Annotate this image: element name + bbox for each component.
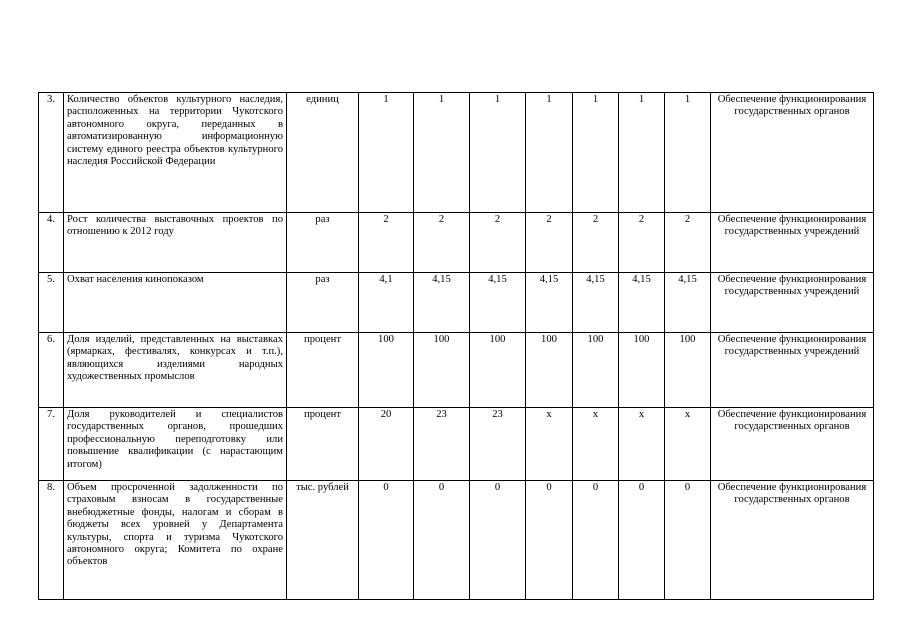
value-cell: 100 <box>526 333 573 408</box>
value-cell: 2 <box>573 213 619 273</box>
source-cell: Обеспечение функционирования государственных учреждений <box>711 273 874 333</box>
value-cell: 4,15 <box>470 273 526 333</box>
value-cell: 1 <box>526 93 573 213</box>
value-cell: 23 <box>414 408 470 481</box>
indicator-name: Доля руководителей и специалистов государственных органов, прошедших профессиональную переподготовку или повышение квалификации (с нарастающим итогом) <box>64 408 287 481</box>
value-cell: x <box>619 408 665 481</box>
source-cell: Обеспечение функционирования государственных органов <box>711 93 874 213</box>
source-cell: Обеспечение функционирования государственных учреждений <box>711 333 874 408</box>
value-cell: 0 <box>359 481 414 600</box>
source-cell: Обеспечение функционирования государственных органов <box>711 481 874 600</box>
indicator-name: Объем просроченной задолженности по страховым взносам в государственные внебюджетные фонды, налогам и сборам в бюджеты всех уровней у Департамента культуры, спорта и туризма Чукотского автономного округа; Комитета по охране объектов <box>64 481 287 600</box>
value-cell: 4,1 <box>359 273 414 333</box>
value-cell: 0 <box>526 481 573 600</box>
value-cell: x <box>573 408 619 481</box>
value-cell: 1 <box>665 93 711 213</box>
row-number: 4. <box>39 213 64 273</box>
indicator-name: Охват населения кинопоказом <box>64 273 287 333</box>
value-cell: 100 <box>573 333 619 408</box>
unit-cell: процент <box>287 333 359 408</box>
value-cell: 2 <box>526 213 573 273</box>
value-cell: 0 <box>665 481 711 600</box>
table-row <box>39 333 874 408</box>
value-cell: 0 <box>573 481 619 600</box>
value-cell: 1 <box>573 93 619 213</box>
value-cell: 1 <box>470 93 526 213</box>
value-cell: x <box>665 408 711 481</box>
row-number: 6. <box>39 333 64 408</box>
indicator-name: Рост количества выставочных проектов по отношению к 2012 году <box>64 213 287 273</box>
row-number: 3. <box>39 93 64 213</box>
table-row <box>39 273 874 333</box>
value-cell: 100 <box>414 333 470 408</box>
value-cell: 1 <box>619 93 665 213</box>
row-number: 7. <box>39 408 64 481</box>
value-cell: 2 <box>665 213 711 273</box>
indicators-table <box>38 92 874 600</box>
unit-cell: раз <box>287 213 359 273</box>
value-cell: 0 <box>619 481 665 600</box>
value-cell: x <box>526 408 573 481</box>
value-cell: 2 <box>619 213 665 273</box>
value-cell: 2 <box>470 213 526 273</box>
table-row <box>39 408 874 481</box>
value-cell: 20 <box>359 408 414 481</box>
table-row <box>39 481 874 600</box>
value-cell: 0 <box>414 481 470 600</box>
value-cell: 1 <box>359 93 414 213</box>
value-cell: 0 <box>470 481 526 600</box>
value-cell: 4,15 <box>526 273 573 333</box>
table-row <box>39 213 874 273</box>
value-cell: 4,15 <box>414 273 470 333</box>
value-cell: 4,15 <box>665 273 711 333</box>
value-cell: 23 <box>470 408 526 481</box>
value-cell: 100 <box>619 333 665 408</box>
value-cell: 4,15 <box>573 273 619 333</box>
source-cell: Обеспечение функционирования государственных органов <box>711 408 874 481</box>
value-cell: 2 <box>414 213 470 273</box>
value-cell: 100 <box>359 333 414 408</box>
table-row <box>39 93 874 213</box>
unit-cell: раз <box>287 273 359 333</box>
value-cell: 1 <box>414 93 470 213</box>
row-number: 8. <box>39 481 64 600</box>
unit-cell: тыс. рублей <box>287 481 359 600</box>
value-cell: 100 <box>470 333 526 408</box>
unit-cell: процент <box>287 408 359 481</box>
source-cell: Обеспечение функционирования государственных учреждений <box>711 213 874 273</box>
value-cell: 100 <box>665 333 711 408</box>
unit-cell: единиц <box>287 93 359 213</box>
indicator-name: Количество объектов культурного наследия, расположенных на территории Чукотского автономного округа, переданных в автоматизированную информационную систему единого реестра объектов культурного наследия Российской Федерации <box>64 93 287 213</box>
value-cell: 4,15 <box>619 273 665 333</box>
value-cell: 2 <box>359 213 414 273</box>
indicator-name: Доля изделий, представленных на выставках (ярмарках, фестивалях, конкурсах и т.п.), являющихся изделиями народных художественных промыслов <box>64 333 287 408</box>
row-number: 5. <box>39 273 64 333</box>
